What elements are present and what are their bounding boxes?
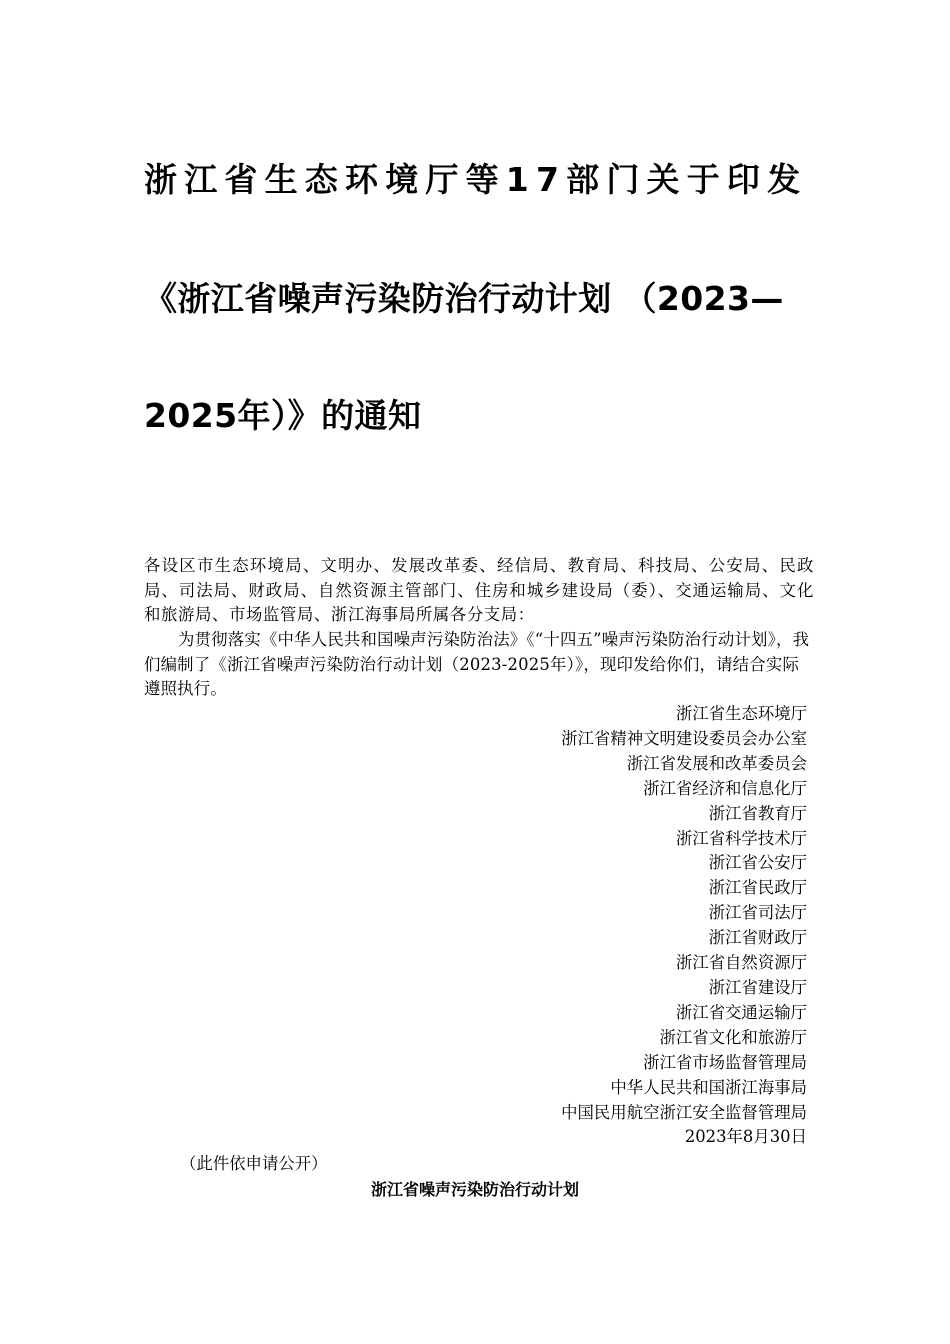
signatory: 浙江省自然资源厅: [675, 953, 807, 973]
signatory: 浙江省经济和信息化厅: [643, 778, 807, 798]
signatory: 浙江省交通运输厅: [675, 1002, 807, 1022]
signature-block: [561, 702, 807, 1150]
signatory: 浙江省教育厅: [708, 803, 807, 823]
signatory: 浙江省生态环境厅: [675, 704, 807, 723]
signatory: 浙江省财政厅: [708, 928, 807, 948]
signatory: 中国民用航空浙江安全监督管理局: [561, 1102, 807, 1122]
signatory: 浙江省精神文明建设委员会办公室: [561, 728, 807, 748]
recipients-paragraph: 各设区市生态环境局、文明办、发展改革委、经信局、教育局、科技局、公安局、民政局、司法局、财政局、自然资源主管部门、住房和城乡建设局（委）、交通运输局、文化和旅游局、市场监管局、浙江海事局所属各分支局：: [144, 556, 814, 625]
plan-title: 浙江省噪声污染防治行动计划: [370, 1180, 579, 1199]
signatory: 浙江省科学技术厅: [675, 828, 807, 848]
signatory: 浙江省司法厅: [708, 903, 807, 923]
signatory: 浙江省文化和旅游厅: [659, 1027, 807, 1047]
signatory: 浙江省民政厅: [708, 878, 807, 898]
intro-paragraph: 为贯彻落实《中华人民共和国噪声污染防治法》《“十四五”噪声污染防治行动计划》，我们编制了《浙江省噪声污染防治行动计划（2023-2025年）》，现印发给你们，请结合实际遵照执行。: [144, 630, 810, 699]
signatory: 中华人民共和国浙江海事局: [610, 1077, 807, 1097]
document-title-line-2: 《浙江省噪声污染防治行动计划 （2023—: [144, 279, 784, 318]
signatory: 浙江省公安厅: [708, 853, 807, 873]
disclosure-note: （此件依申请公开）: [180, 1154, 328, 1173]
document-title-line-3: 2025年）》的通知: [144, 396, 422, 435]
signatory: 浙江省建设厅: [708, 977, 807, 997]
signatory: 浙江省市场监督管理局: [643, 1052, 807, 1072]
signatory: 浙江省发展和改革委员会: [626, 753, 807, 773]
issue-date: 2023年8月30日: [684, 1127, 807, 1147]
document-title-line-1: 浙江省生态环境厅等17部门关于印发: [144, 160, 808, 199]
